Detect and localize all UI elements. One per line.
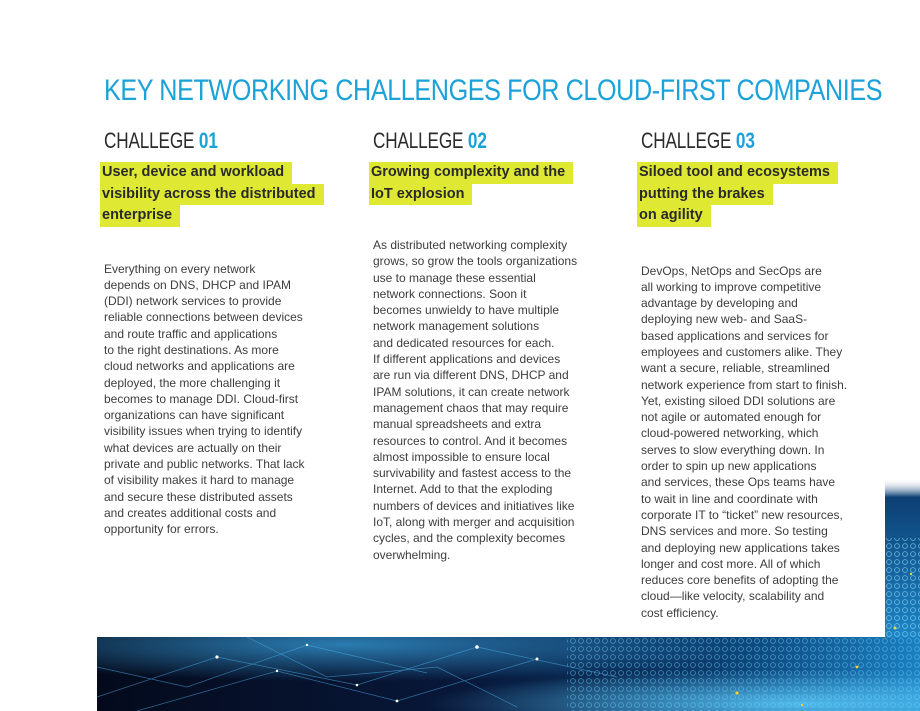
network-side-image [885, 478, 920, 638]
challenge-heading [104, 128, 285, 156]
network-background-image [97, 637, 920, 711]
body-line: cloud—like velocity, scalability and [641, 589, 825, 604]
body-line: resources to control. And it becomes [373, 433, 568, 448]
page-title: KEY NETWORKING CHALLENGES FOR CLOUD-FIRST COMPANIES [104, 74, 883, 107]
body-line: becomes to manage DDI. Cloud-first [104, 391, 299, 406]
body-line: cost efficiency. [641, 605, 719, 620]
subhead-line: putting the brakes [637, 184, 773, 206]
body-line: use to manage these essential [373, 270, 536, 285]
body-line: not agile or automated enough for [641, 410, 822, 425]
subhead-line: enterprise [100, 205, 180, 227]
body-line: deploying new web- and SaaS- [641, 312, 808, 327]
body-line: cloud-powered networking, which [641, 426, 819, 441]
body-line: what devices are actually on their [104, 440, 282, 455]
body-line: grows, so grow the tools organizations [373, 254, 578, 269]
body-line: order to spin up new applications [641, 459, 817, 474]
challenge-column-2 [373, 128, 605, 563]
body-line: DevOps, NetOps and SecOps are [641, 263, 822, 278]
body-line: cycles, and the complexity becomes [373, 531, 566, 546]
body-line: network connections. Soon it [373, 286, 527, 301]
body-line: management chaos that may require [373, 400, 569, 415]
challenge-body [641, 263, 873, 622]
challenge-number: 02 [467, 128, 487, 153]
challenge-subhead [104, 162, 336, 227]
challenge-column-1 [104, 128, 336, 538]
challenge-number: 03 [735, 128, 755, 153]
challenge-subhead [641, 162, 873, 227]
body-line: are run via different DNS, DHCP and [373, 368, 569, 383]
body-line: IoT, along with merger and acquisition [373, 515, 575, 530]
body-line: based applications and services for [641, 328, 829, 343]
challenge-heading [641, 128, 822, 156]
body-line: almost impossible to ensure local [373, 449, 550, 464]
subhead-line: Siloed tool and ecosystems [637, 162, 838, 184]
body-line: network management solutions [373, 319, 540, 334]
challenge-number: 01 [198, 128, 218, 153]
challenge-label: CHALLEGE [373, 128, 464, 153]
body-line: private and public networks. That lack [104, 457, 305, 472]
body-line: network experience from start to finish. [641, 377, 848, 392]
body-line: all working to improve competitive [641, 279, 822, 294]
body-line: and services, these Ops teams have [641, 475, 836, 490]
body-line: (DDI) network services to provide [104, 294, 282, 309]
body-line: reliable connections between devices [104, 310, 303, 325]
body-line: Yet, existing siloed DDI solutions are [641, 393, 836, 408]
subhead-line: IoT explosion [369, 184, 472, 206]
body-line: corporate IT to “ticket” new resources, [641, 507, 843, 522]
body-line: Everything on every network [104, 261, 256, 276]
body-line: employees and customers alike. They [641, 344, 843, 359]
body-line: serves to slow everything down. In [641, 442, 825, 457]
body-line: As distributed networking complexity [373, 238, 568, 252]
body-line: depends on DNS, DHCP and IPAM [104, 277, 291, 292]
body-line: want a secure, reliable, streamlined [641, 361, 830, 376]
body-line: to the right destinations. As more [104, 342, 279, 357]
body-line: numbers of devices and initiatives like [373, 498, 575, 513]
challenge-subhead [373, 162, 605, 205]
challenge-label: CHALLEGE [641, 128, 732, 153]
subhead-line: User, device and workload [100, 162, 292, 184]
body-line: and secure these distributed assets [104, 489, 293, 504]
body-line: If different applications and devices [373, 352, 561, 367]
body-line: to wait in line and coordinate with [641, 491, 818, 506]
challenge-label: CHALLEGE [104, 128, 195, 153]
subhead-line: Growing complexity and the [369, 162, 573, 184]
body-line: deployed, the more challenging it [104, 375, 281, 390]
body-line: opportunity for errors. [104, 522, 219, 537]
challenge-body [104, 261, 336, 538]
body-line: DNS services and more. So testing [641, 524, 828, 539]
body-line: overwhelming. [373, 547, 451, 562]
body-line: reduces core benefits of adopting the [641, 573, 839, 588]
body-line: advantage by developing and [641, 296, 798, 311]
body-line: and dedicated resources for each. [373, 335, 555, 350]
body-line: and creates additional costs and [104, 505, 277, 520]
body-line: organizations can have significant [104, 408, 285, 423]
body-line: cloud networks and applications are [104, 359, 295, 374]
body-line: becomes unwieldy to have multiple [373, 303, 560, 318]
challenge-column-3 [641, 128, 873, 621]
body-line: longer and cost more. All of which [641, 556, 821, 571]
body-line: and deploying new applications takes [641, 540, 840, 555]
body-line: of visibility makes it hard to manage [104, 473, 295, 488]
challenge-body [373, 237, 605, 563]
body-line: and route traffic and applications [104, 326, 278, 341]
body-line: IPAM solutions, it can create network [373, 384, 570, 399]
subhead-line: visibility across the distributed [100, 184, 324, 206]
body-line: Internet. Add to that the exploding [373, 482, 553, 497]
body-line: visibility issues when trying to identify [104, 424, 303, 439]
body-line: manual spreadsheets and extra [373, 417, 542, 432]
body-line: survivability and fastest access to the [373, 466, 572, 481]
challenge-heading [373, 128, 554, 156]
subhead-line: on agility [637, 205, 711, 227]
